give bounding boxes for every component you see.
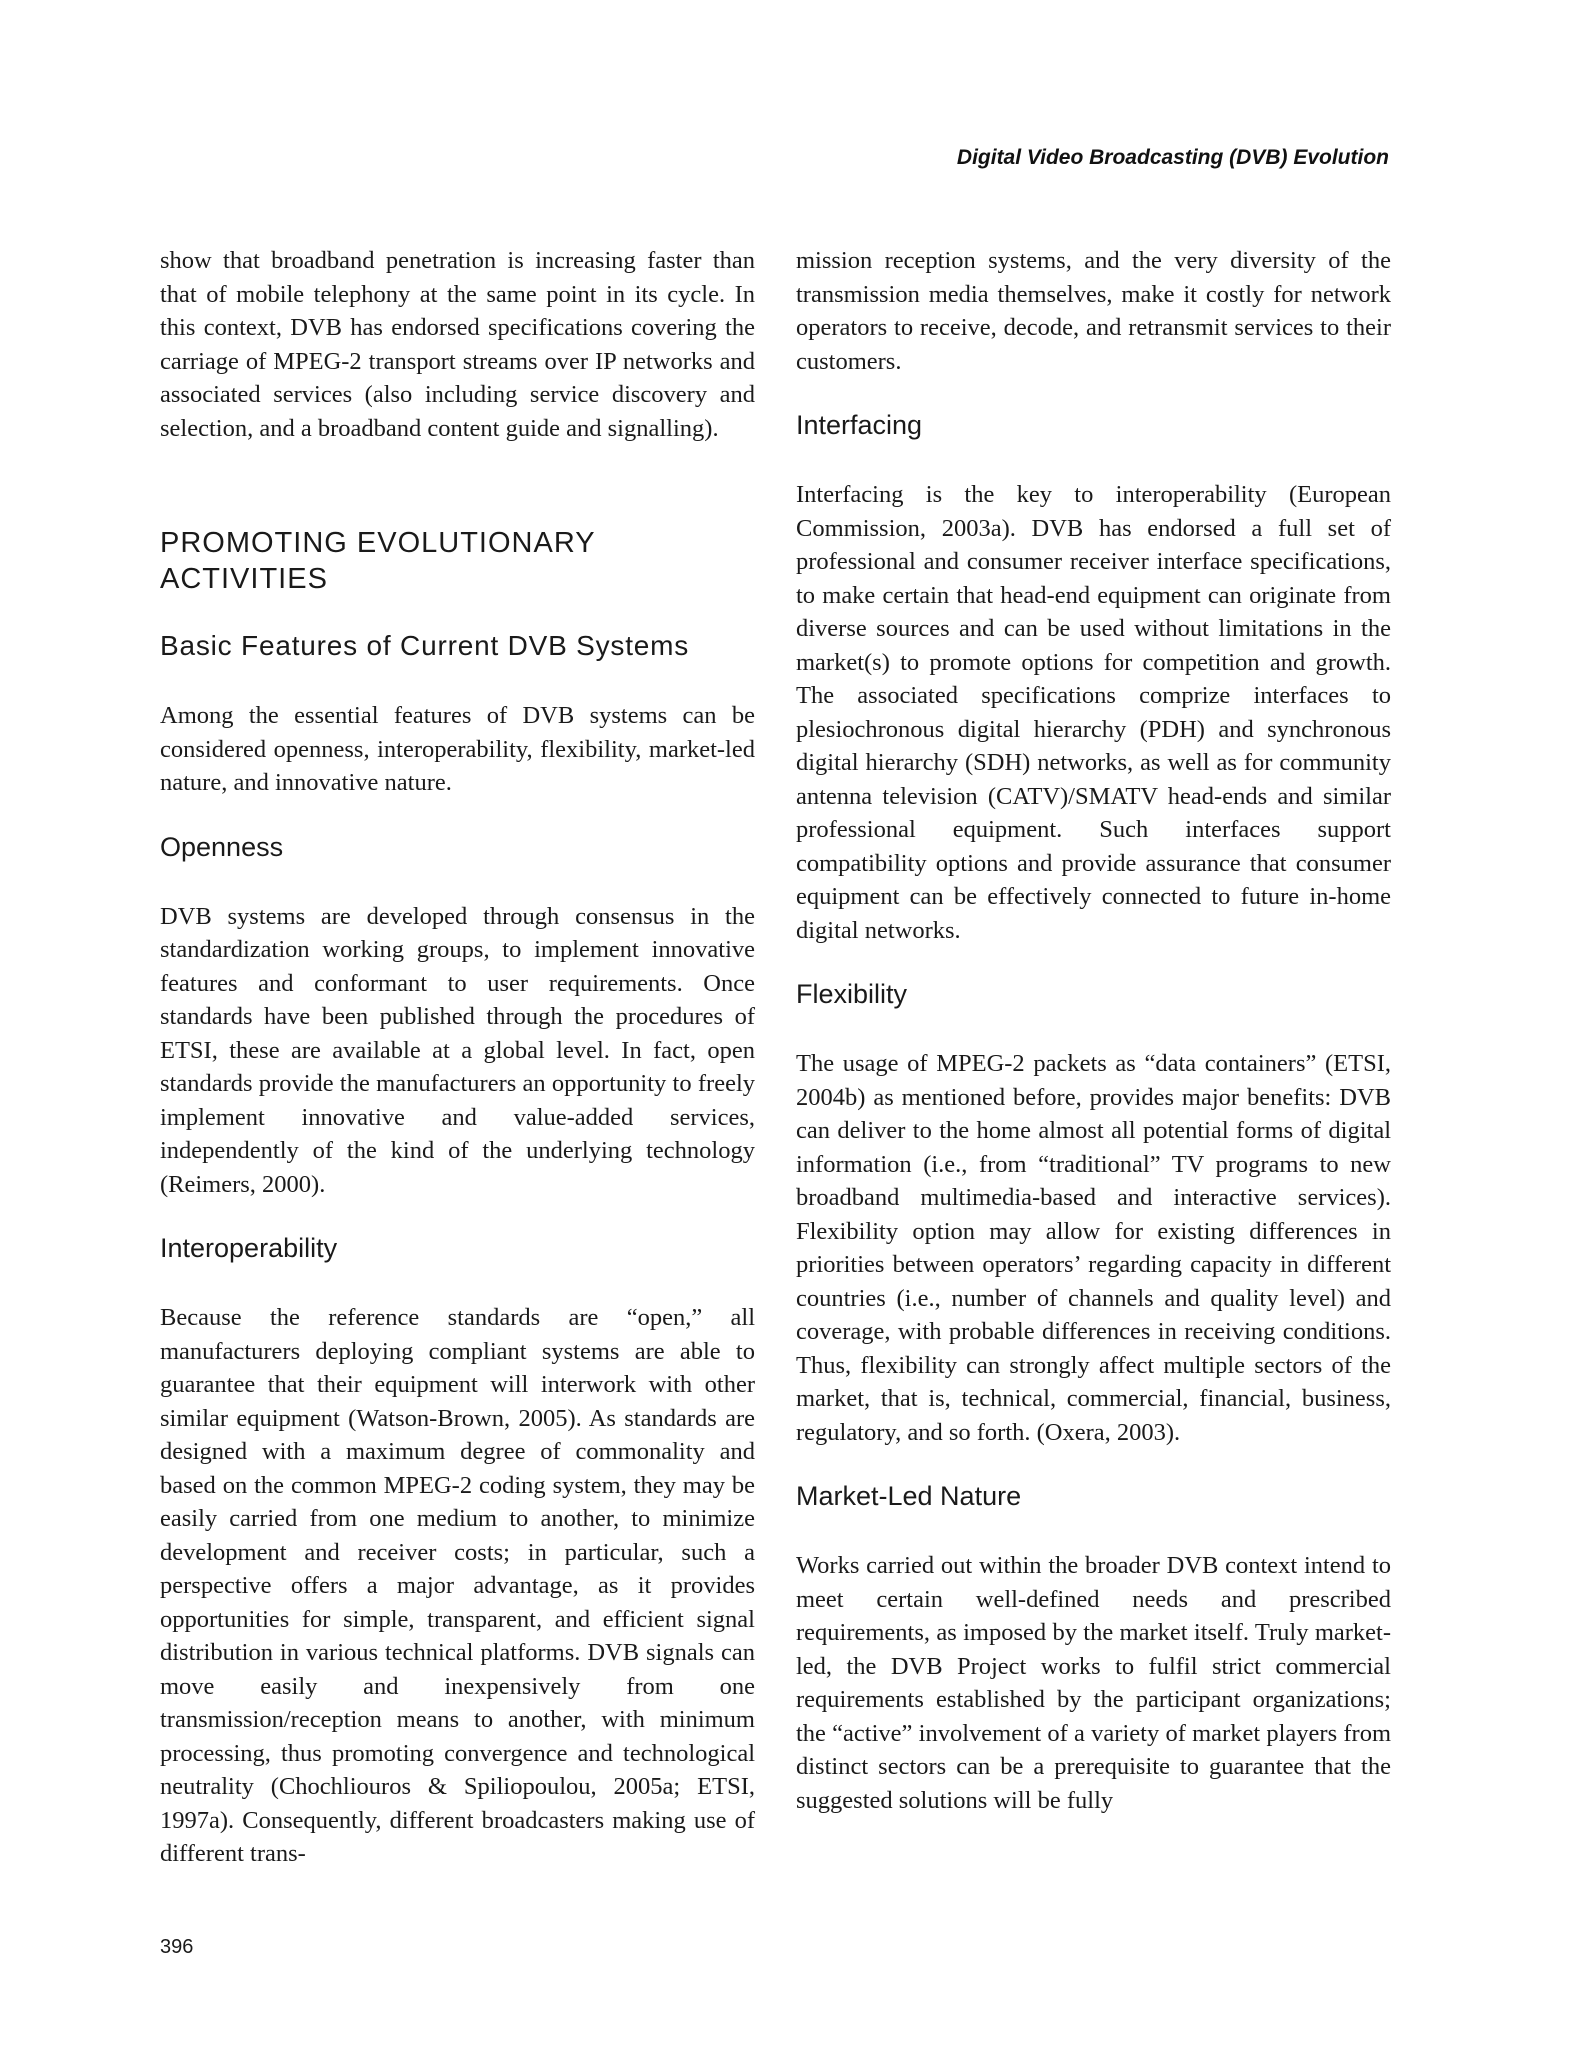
subsection-heading: Basic Features of Current DVB Systems [160, 630, 690, 661]
section-heading: PROMOTING EVOLUTIONARY ACTIVITIES [160, 527, 596, 595]
heading-openness: Openness [160, 831, 284, 862]
heading-interfacing: Interfacing [796, 410, 923, 440]
left-column [160, 244, 755, 1871]
paragraph-continued: mission reception systems, and the very diversity of the transmission media themselves, make it costly for network operators to receive, decode, and retransmit services to their customers. [796, 247, 1391, 375]
paragraph-flexibility: The usage of MPEG-2 packets as “data containers” (ETSI, 2004b) as mentioned before, provides major benefits: DVB can deliver to the home almost all potential forms of digital information (i.e., from “traditional” TV programs to new broadband multimedia-based and interactive services). Flexibility option may allow for existing differences in priorities between operators’ regarding capacity in different countries (i.e., number of channels and quality level) and coverage, with probable differences in receiving conditions. Thus, flexibility can strongly affect multiple sectors of the market, that is, technical, commercial, financial, business, regulatory, and so forth. (Oxera, 2003). [796, 1050, 1391, 1446]
heading-interoperability: Interoperability [160, 1233, 338, 1263]
paragraph-interfacing: Interfacing is the key to interoperability (European Commission, 2003a). DVB has endorsed a full set of professional and consumer receiver interface specifications, to make certain that head-end equipment can originate from diverse sources and can be used without limitations in the market(s) to promote options for competition and growth. The associated specifications comprize interfaces to plesiochronous digital hierarchy (PDH) and synchronous digital hierarchy (SDH) networks, as well as for community antenna television (CATV)/SMATV head-ends and similar professional equipment. Such interfaces support compatibility options and provide assurance that consumer equipment can be effectively connected to future in-home digital networks. [796, 481, 1391, 944]
paragraph-interoperability: Because the reference standards are “open,” all manufacturers deploying compliant systems are able to guarantee that their equipment will interwork with other similar equipment (Watson-Brown, 2005). As standards are designed with a maximum degree of commonality and based on the common MPEG-2 coding system, they may be easily carried from one medium to another, to minimize development and receiver costs; in particular, such a perspective offers a major advantage, as it provides opportunities for simple, transparent, and efficient signal distribution in various technical platforms. DVB signals can move easily and inexpensively from one transmission/reception means to another, with minimum processing, thus promoting convergence and technological neutrality (Chochliouros & Spiliopoulou, 2005a; ETSI, 1997a). Consequently, different broadcasters making use of different trans- [160, 1304, 755, 1867]
heading-market-led: Market-Led Nature [796, 1481, 1022, 1511]
page-number: 396 [160, 1936, 194, 1958]
paragraph-intro: show that broadband penetration is increasing faster than that of mobile telephony at the same point in its cycle. In this context, DVB has endorsed specifications covering the carriage of MPEG-2 transport streams over IP networks and associated services (also including service discovery and selection, and a broadband content guide and signalling). [160, 247, 755, 442]
paragraph-openness: DVB systems are developed through consensus in the standardization working groups, to implement innovative features and conformant to user requirements. Once standards have been published through the procedures of ETSI, these are available at a global level. In fact, open standards provide the manufacturers an opportunity to freely implement innovative and value-added services, independently of the kind of the underlying technology (Reimers, 2000). [160, 902, 755, 1198]
paragraph-features: Among the essential features of DVB systems can be considered openness, interoperability, flexibility, market-led nature, and innovative nature. [160, 702, 755, 796]
right-column [796, 244, 1391, 1817]
paragraph-market-led: Works carried out within the broader DVB context intend to meet certain well-defined needs and prescribed requirements, as imposed by the market itself. Truly market-led, the DVB Project works to fulfil strict commercial requirements established by the participant organizations; the “active” involvement of a variety of market players from distinct sectors can be a prerequisite to guarantee that the suggested solutions will be fully [796, 1552, 1391, 1814]
running-head: Digital Video Broadcasting (DVB) Evolution [956, 146, 1389, 169]
heading-flexibility: Flexibility [796, 979, 908, 1009]
